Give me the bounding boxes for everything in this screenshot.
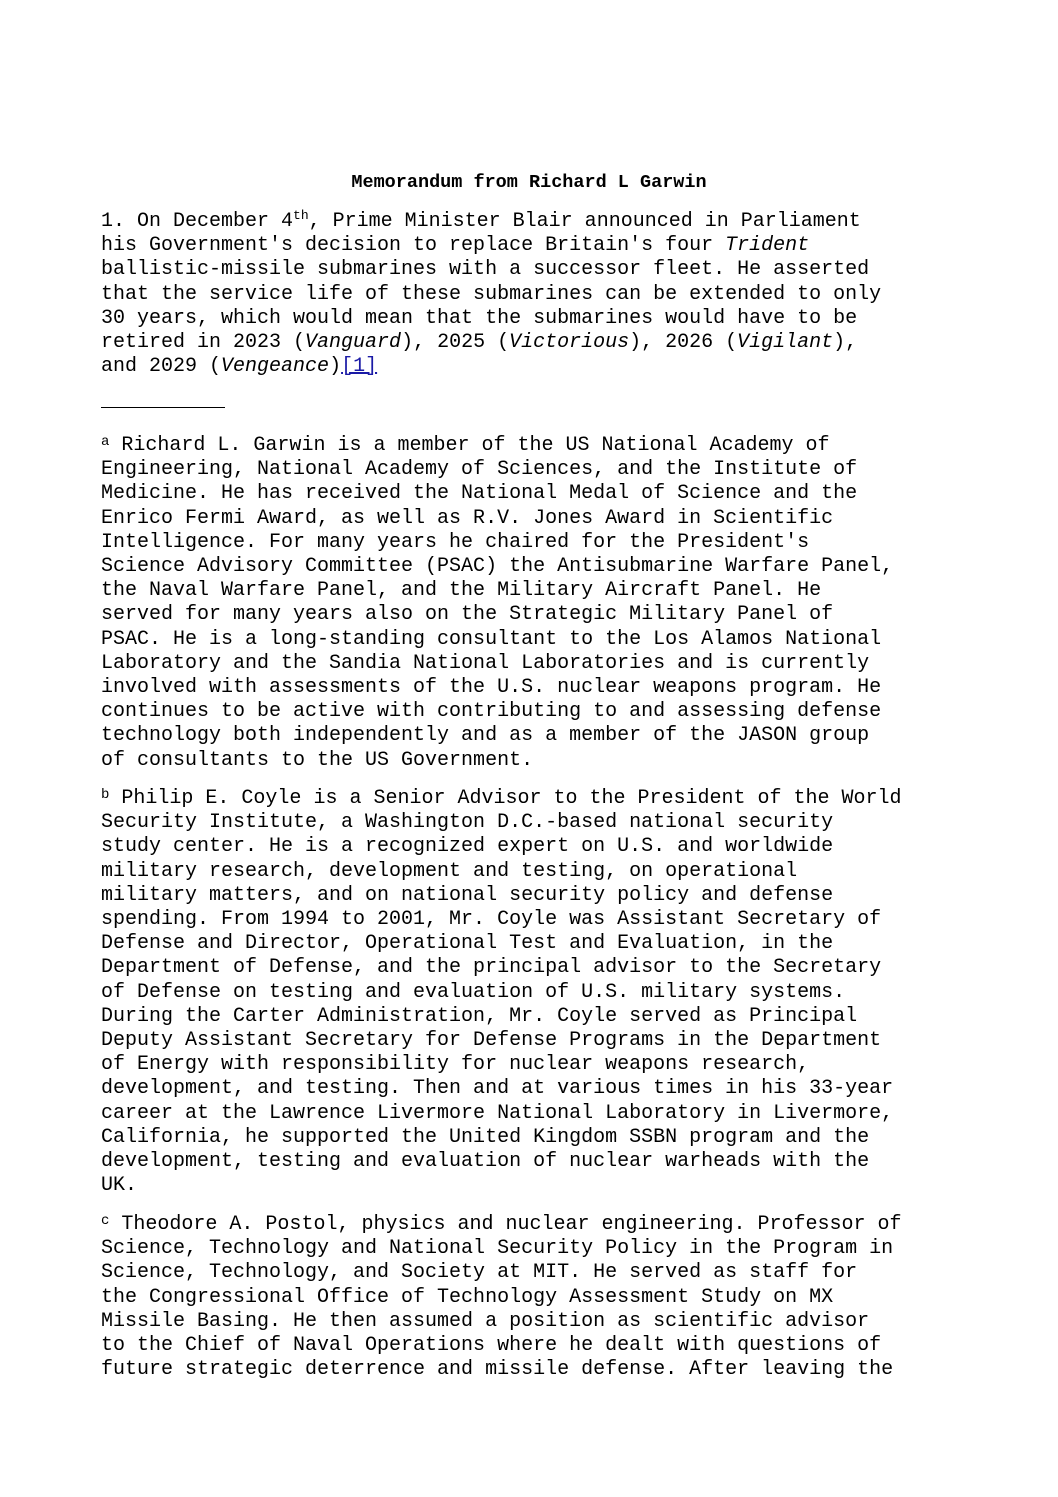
submarine-class-name: Trident	[725, 234, 810, 258]
footnote-marker: a	[101, 434, 110, 451]
footnote-c: $^c$ Theodore A. Postol, physics and nuclear engineering. Professor of Science, Technology and National Security Policy in the Program in Science, Technology, and Society at MIT. He served as staff for the Congressional Office of Technology Assessment Study on MX Missile Basing. He then assumed a position as scientific advisor to the Chief of Naval Operations where he dealt with questions of future strategic deterrence and missile defense. After leaving the	[101, 1213, 902, 1382]
submarine-name: Vanguard	[305, 331, 402, 355]
submarine-name: Vengeance	[221, 355, 330, 379]
footnote-separator	[101, 407, 225, 408]
footnote-marker: c	[101, 1213, 110, 1230]
memo-title: Memorandum from Richard L Garwin	[351, 172, 707, 193]
ordinal-superscript: th	[293, 207, 309, 223]
submarine-name: Vigilant	[737, 331, 834, 355]
submarine-name: Victorious	[509, 331, 630, 355]
footnote-reference-link[interactable]: [1]	[341, 355, 378, 379]
footnote-a: $^a$ Richard L. Garwin is a member of the US National Academy of Engineering, National Academy of Sciences, and the Institute of Medicine. He has received the National Medal of Science and the Enrico Fermi Award, as well as R.V. Jones Award in Scientific Intelligence. For many years he chaired for the President's Science Advisory Committee (PSAC) the Antisubmarine Warfare Panel, the Naval Warfare Panel, and the Military Aircraft Panel. He served for many years also on the Strategic Military Panel of PSAC. He is a long-standing consultant to the Los Alamos National Laboratory and the Sandia National Laboratories and is currently involved with assessments of the U.S. nuclear weapons program. He continues to be active with contributing to and assessing defense technology both independently and as a member of the JASON group of consultants to the US Government.	[101, 434, 894, 772]
footnote-b: $^b$ Philip E. Coyle is a Senior Advisor to the President of the World Security Institute, a Washington D.C.-based national security study center. He is a recognized expert on U.S. and worldwide military research, development and testing, on operational military matters, and on national security policy and defense spending. From 1994 to 2001, Mr. Coyle was Assistant Secretary of Defense and Director, Operational Test and Evaluation, in the Department of Defense, and the principal advisor to the Secretary of Defense on testing and evaluation of U.S. military systems. During the Carter Administration, Mr. Coyle served as Principal Deputy Assistant Secretary for Defense Programs in the Department of Energy with responsibility for nuclear weapons research, development, and testing. Then and at various times in his 33-year career at the Lawrence Livermore National Laboratory in Livermore, California, he supported the United Kingdom SSBN program and the development, testing and evaluation of nuclear warheads with the UK.	[101, 787, 902, 1198]
p1-text: 1. On December 4	[101, 210, 294, 233]
paragraph-1: 1. On December 4th, Prime Minister Blair announced in Parliament his Government's decision to replace Britain's four Trident ballistic-missile submarines with a successor fleet. He asserted that the service life of these submarines can be extended to only 30 years, which would mean that the submarines would have to be retired in 2023 (Vanguard), 2025 (Victorious), 2026 (Vigilant), and 2029 (Vengeance)[1]	[101, 207, 882, 379]
footnote-marker: b	[101, 787, 110, 804]
